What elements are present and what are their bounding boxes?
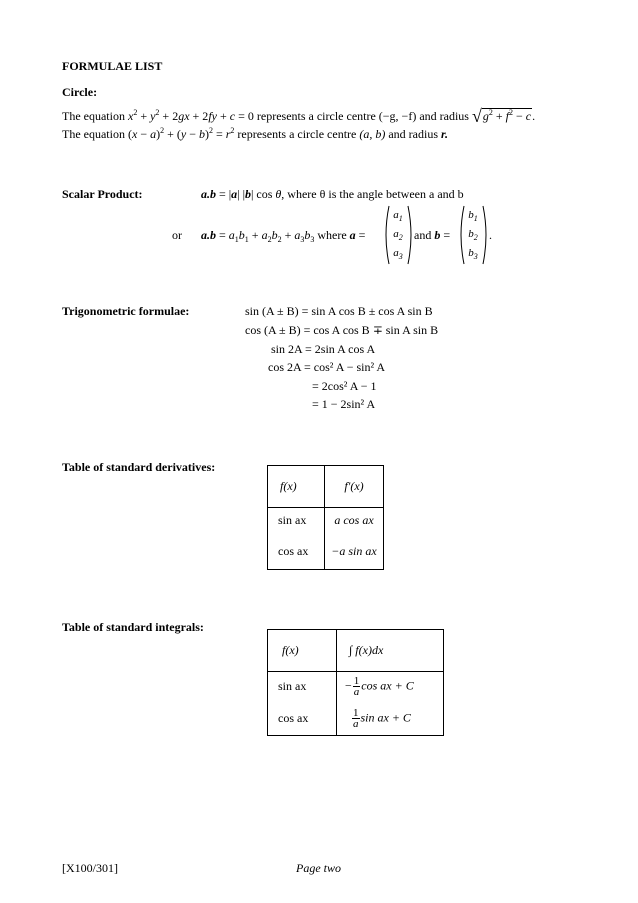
vector-a-1: $a_1$ — [393, 209, 403, 223]
integrals-row-1-tail: cos ax + C — [361, 678, 414, 693]
scalar-section-title: Scalar Product: — [62, 187, 143, 201]
vector-b-2: $b_2$ — [468, 228, 478, 242]
vector-b-1: $b_1$ — [468, 209, 478, 223]
integrals-row-2-denominator: a — [353, 717, 359, 730]
trig-line-4: cos 2A = cos² A − sin² A — [268, 360, 386, 374]
integrals-header-fx: f(x) — [268, 630, 337, 672]
integrals-header-integral: ∫ f(x)dx — [337, 630, 444, 672]
integrals-row-1-numerator: 1 — [353, 675, 360, 688]
circle-line2-intro: The equation — [62, 127, 125, 141]
vector-b-3: $b_3$ — [468, 247, 478, 261]
trig-line-1: sin (A ± B) = sin A cos B ± cos A sin B — [245, 304, 433, 318]
derivatives-section-title: Table of standard derivatives: — [62, 460, 216, 474]
vector-b — [458, 205, 488, 265]
derivatives-row-1-fprime: a cos ax — [325, 508, 384, 534]
derivatives-row-2-fx: cos ax — [268, 534, 325, 570]
scalar-and-part: and b = — [414, 228, 451, 242]
trig-line-2: cos (A ± B) = cos A cos B ∓ sin A sin B — [245, 323, 439, 337]
circle-equation-line-1: The equation $x^2 + y^2 + 2gx + 2fy + c = 0$ represents a circle centre (−g, −f) and radius $√g^2 + f^2 - c$. — [62, 106, 536, 126]
trig-line-6: = 1 − 2sin² A — [312, 397, 376, 411]
circle-section-title: Circle: — [62, 85, 98, 99]
circle-line1-intro: The equation — [62, 109, 125, 123]
footer-page: Page two — [296, 861, 341, 875]
circle-line1-mid: represents a circle centre — [256, 109, 376, 123]
scalar-line-1: a.b = |a| |b| cos θ, where θ is the angle between a and b — [201, 187, 464, 201]
vector-a-2: $a_2$ — [393, 228, 403, 242]
circle-line2-mid: represents a circle centre — [237, 127, 357, 141]
derivatives-row-2-fprime: −a sin ax — [325, 534, 384, 570]
derivatives-table — [267, 465, 384, 570]
integrals-row-1-fx: sin ax — [268, 672, 337, 702]
trig-line-5: = 2cos² A − 1 — [312, 379, 377, 393]
integrals-row-1-result — [337, 672, 444, 702]
scalar-line-2: $a.b = a_1b_1 + a_2b_2 + a_3b_3$ where a = — [201, 228, 366, 244]
circle-line1-end: . — [532, 109, 536, 123]
scalar-where-label: where — [317, 228, 347, 242]
vector-a-3: $a_3$ — [393, 247, 403, 261]
circle-line1-radius-word: and radius — [419, 109, 469, 123]
page-title: FORMULAE LIST — [62, 59, 163, 73]
vector-a — [383, 205, 413, 265]
derivatives-header-fx: f(x) — [268, 466, 325, 508]
circle-line1-centre: (−g, −f) — [378, 109, 417, 123]
integrals-row-1-sign: − — [345, 678, 352, 693]
scalar-line1-text: , where θ is the angle between a and b — [281, 187, 464, 201]
integrals-row-2-numerator: 1 — [353, 706, 359, 719]
integrals-table — [267, 629, 444, 736]
derivatives-row-1-fx: sin ax — [268, 508, 325, 534]
footer-code: [X100/301] — [62, 861, 118, 875]
derivatives-header-fprime: f′(x) — [325, 466, 384, 508]
integrals-row-1-denominator: a — [353, 686, 360, 699]
scalar-and-label: and — [414, 228, 432, 242]
circle-equation-line-2: The equation $(x - a)^2 + (y - b)^2 = r^2$ represents a circle centre (a, b) and radius r. — [62, 126, 449, 141]
integrals-section-title: Table of standard integrals: — [62, 620, 204, 634]
circle-line2-centre: (a, b) — [359, 127, 386, 141]
circle-line2-radius-word: and radius — [388, 127, 438, 141]
trig-line-3: sin 2A = 2sin A cos A — [271, 342, 376, 356]
integrals-row-2-fx: cos ax — [268, 702, 337, 736]
integrals-row-2-result — [337, 702, 444, 736]
circle-line2-end: r. — [441, 127, 449, 141]
integrals-row-2-tail: sin ax + C — [360, 710, 411, 724]
trig-section-title: Trigonometric formulae: — [62, 304, 190, 318]
scalar-or-label: or — [172, 228, 182, 242]
